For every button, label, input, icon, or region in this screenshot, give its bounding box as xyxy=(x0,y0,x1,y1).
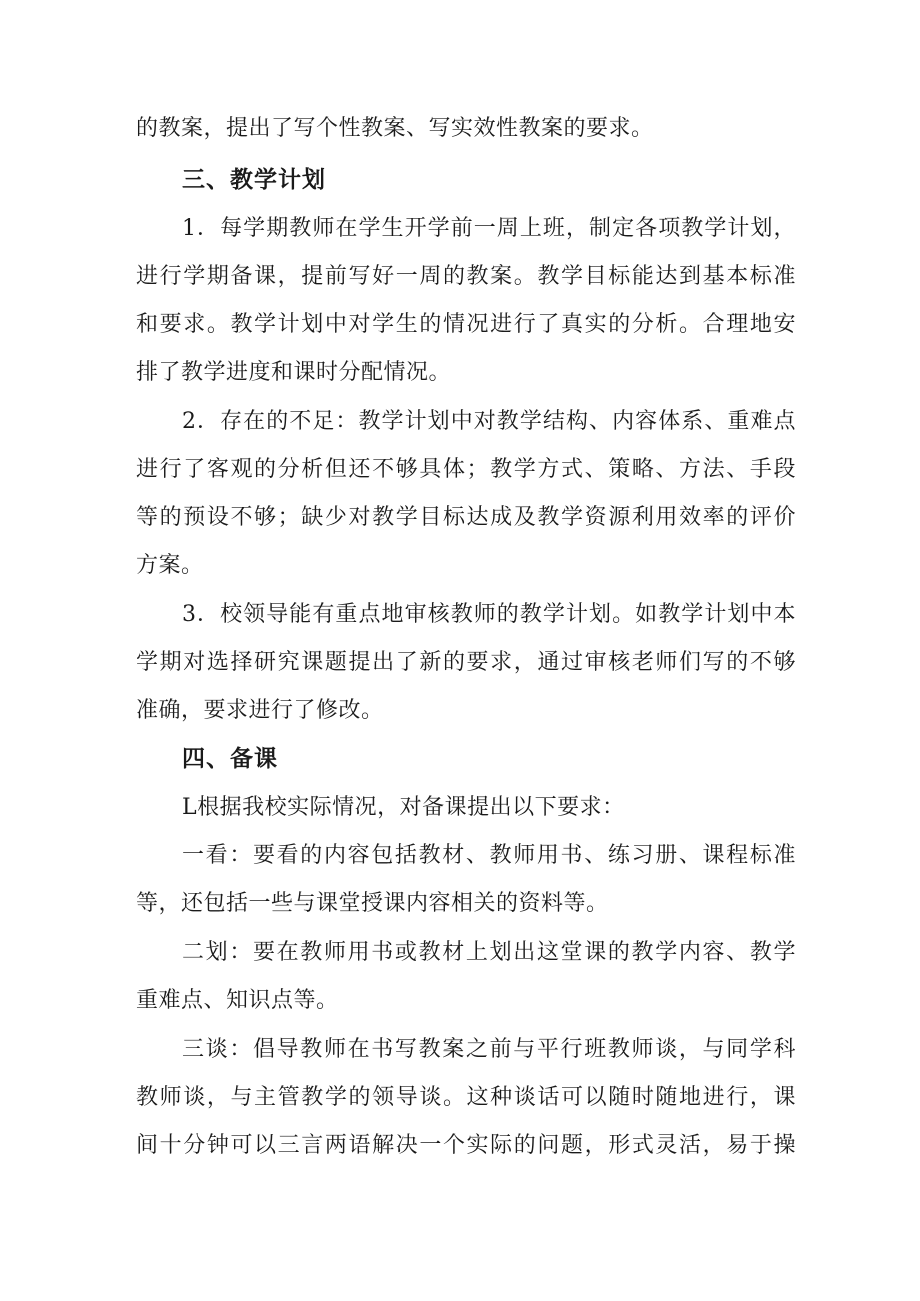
s3-p1-line-1: 1．每学期教师在学生开学前一周上班，制定各项教学计划， xyxy=(182,216,796,241)
s3-p1-line-2: 进行学期备课，提前写好一周的教案。教学目标能达到基本标准 xyxy=(136,264,796,289)
s4-p4-line-1: 三谈：倡导教师在书写教案之前与平行班教师谈，与同学科 xyxy=(182,1037,796,1062)
s3-p3-line-1: 3．校领导能有重点地审核教师的教学计划。如教学计划中本 xyxy=(182,602,796,627)
s4-p4-line-2: 教师谈，与主管教学的领导谈。这种谈话可以随时随地进行，课 xyxy=(136,1085,796,1110)
s3-p2-line-2: 进行了客观的分析但还不够具体；教学方式、策略、方法、手段 xyxy=(136,457,796,482)
s3-p2-line-1: 2．存在的不足：教学计划中对教学结构、内容体系、重难点 xyxy=(182,409,796,434)
s3-p3-line-2: 学期对选择研究课题提出了新的要求，通过审核老师们写的不够 xyxy=(136,650,796,675)
intro-line: 的教案，提出了写个性教案、写实效性教案的要求。 xyxy=(136,116,654,141)
s3-p3-line-3: 准确，要求进行了修改。 xyxy=(136,698,384,723)
s3-p2-line-3: 等的预设不够；缺少对教学目标达成及教学资源利用效率的评价 xyxy=(136,505,796,530)
s4-p4-line-3: 间十分钟可以三言两语解决一个实际的问题，形式灵活，易于操 xyxy=(136,1133,796,1158)
s3-p1-line-3: 和要求。教学计划中对学生的情况进行了真实的分析。合理地安 xyxy=(136,312,796,337)
s4-p2-line-2: 等，还包括一些与课堂授课内容相关的资料等。 xyxy=(136,891,609,916)
s4-p3-line-2: 重难点、知识点等。 xyxy=(136,988,339,1013)
s3-p2-line-4: 方案。 xyxy=(136,553,204,578)
section-3-heading: 三、教学计划 xyxy=(182,167,326,193)
s4-p1-line-1: L根据我校实际情况，对备课提出以下要求： xyxy=(182,795,625,820)
section-4-heading: 四、备课 xyxy=(182,746,278,772)
s4-p3-line-1: 二划：要在教师用书或教材上划出这堂课的教学内容、教学 xyxy=(182,940,796,965)
s4-p2-line-1: 一看：要看的内容包括教材、教师用书、练习册、课程标准 xyxy=(182,843,796,868)
s3-p1-line-4: 排了教学进度和课时分配情况。 xyxy=(136,360,452,385)
